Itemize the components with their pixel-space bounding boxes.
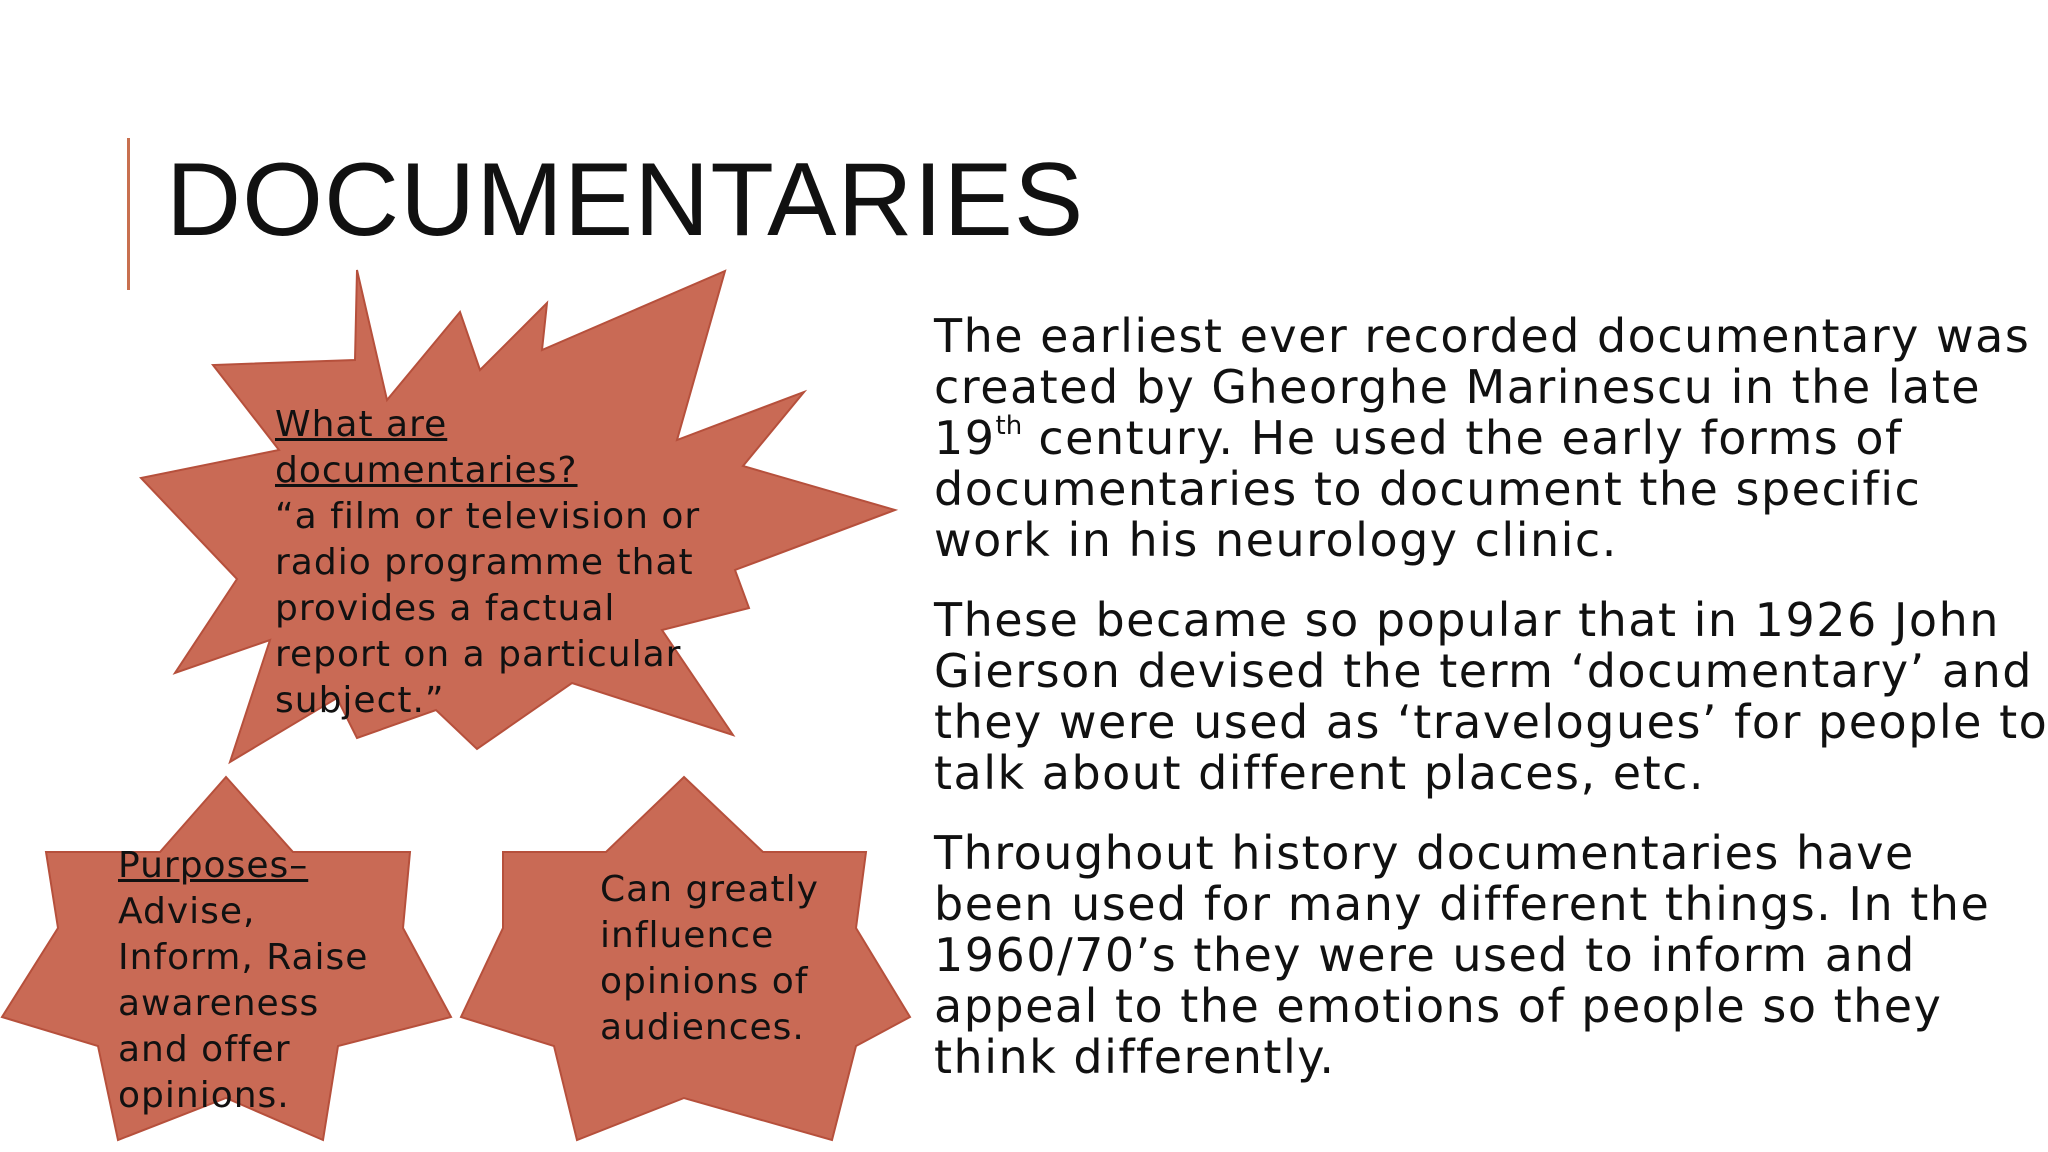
influence-line-2: influence bbox=[600, 915, 775, 956]
influence-line-4: audiences. bbox=[600, 1007, 805, 1048]
influence-line-1: Can greatly bbox=[600, 869, 819, 910]
paragraph-usage bbox=[934, 828, 2014, 1083]
definition-line-4: report on a particular bbox=[275, 634, 682, 675]
p3-line-2: been used for many different things. In the bbox=[934, 877, 1991, 931]
ordinal-suffix: th bbox=[995, 411, 1023, 441]
definition-line-2: radio programme that bbox=[275, 542, 694, 583]
purposes-line-3: awareness bbox=[118, 983, 320, 1024]
what-are-heading-line-1: What are bbox=[275, 404, 448, 445]
purposes-line-4: and offer bbox=[118, 1029, 291, 1070]
definition-line-3: provides a factual bbox=[275, 588, 616, 629]
purposes-line-1: Advise, bbox=[118, 891, 256, 932]
influence-line-3: opinions of bbox=[600, 961, 809, 1002]
definition-line-5: subject.” bbox=[275, 680, 445, 721]
definition-line-1: “a film or television or bbox=[275, 496, 701, 537]
what-are-heading-line-2: documentaries? bbox=[275, 450, 578, 491]
p1-line-3-rest: century. He used the early forms of bbox=[1022, 411, 1903, 465]
p3-line-3: 1960/70’s they were used to inform and bbox=[934, 928, 1916, 982]
p2-line-3: they were used as ‘travelogues’ for people to bbox=[934, 695, 2048, 749]
p3-line-1: Throughout history documentaries have bbox=[934, 826, 1915, 880]
p2-line-4: talk about different places, etc. bbox=[934, 746, 1706, 800]
influence-text bbox=[600, 867, 819, 1051]
paragraph-history bbox=[934, 309, 2031, 567]
slide-title: DOCUMENTARIES bbox=[166, 142, 1085, 258]
purposes-heading: Purposes– bbox=[118, 845, 309, 886]
purposes-line-2: Inform, Raise bbox=[118, 937, 369, 978]
body-text bbox=[934, 309, 2048, 1112]
what-are-documentaries-text bbox=[275, 402, 700, 724]
paragraph-popularity bbox=[934, 593, 2048, 800]
p2-line-2: Gierson devised the term ‘documentary’ and bbox=[934, 644, 2033, 698]
p1-line-4: documentaries to document the specific bbox=[934, 462, 1922, 516]
p3-line-5: think differently. bbox=[934, 1030, 1336, 1084]
purposes-line-5: opinions. bbox=[118, 1075, 290, 1116]
p3-line-4: appeal to the emotions of people so they bbox=[934, 979, 1943, 1033]
p1-line-1: The earliest ever recorded documentary was bbox=[934, 309, 2031, 363]
p1-line-5: work in his neurology clinic. bbox=[934, 513, 1618, 567]
p1-line-3 bbox=[934, 413, 2014, 464]
century-number: 19 bbox=[934, 411, 996, 465]
p1-line-2: created by Gheorghe Marinescu in the late bbox=[934, 360, 1982, 414]
p2-line-1: These became so popular that in 1926 John bbox=[934, 593, 2000, 647]
purposes-text bbox=[118, 843, 368, 1119]
